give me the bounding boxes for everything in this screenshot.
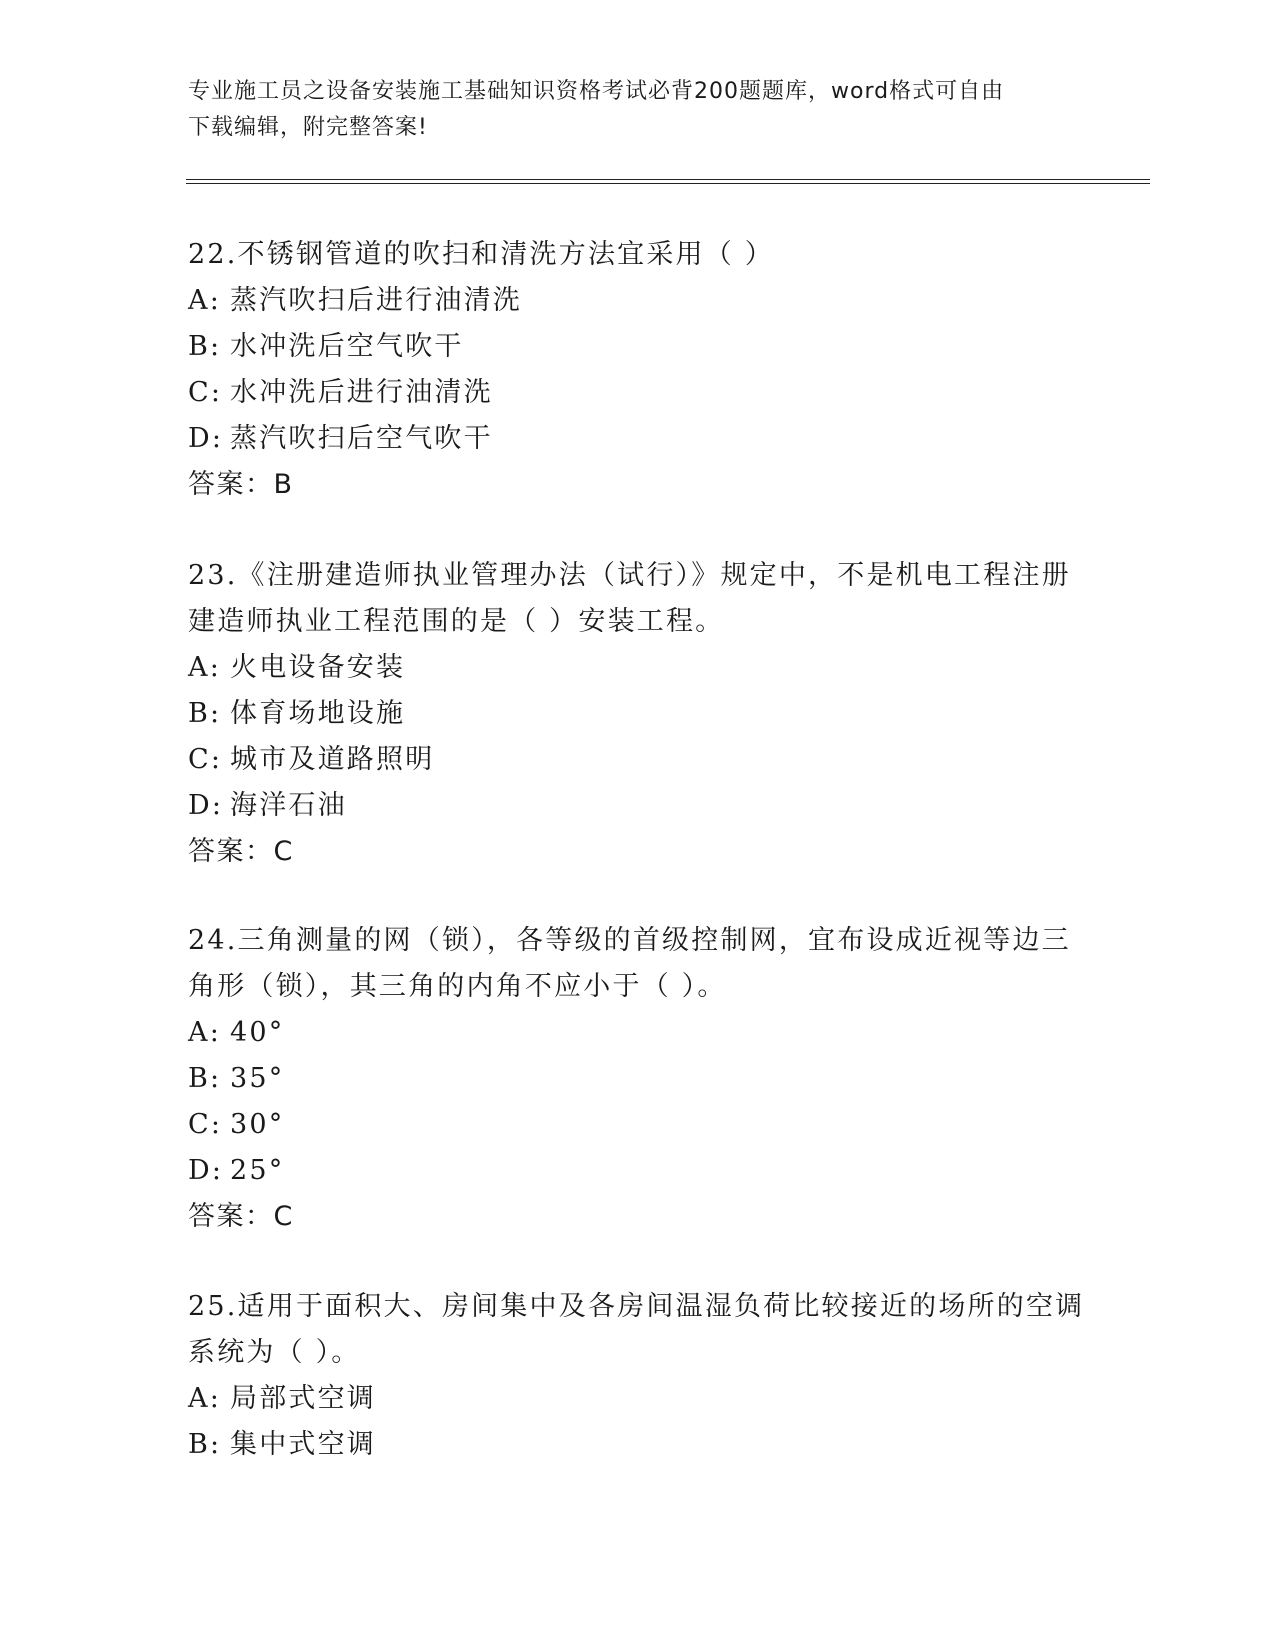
option-key: A: (188, 1017, 221, 1048)
option-key: A: (188, 1383, 221, 1414)
header-line-1: 专业施工员之设备安装施工基础知识资格考试必背200题题库，word格式可自由 (188, 79, 1005, 104)
option-text: 体育场地设施 (230, 698, 406, 729)
option-key: B: (188, 331, 222, 362)
option-a (188, 1010, 1088, 1056)
option-key: D: (188, 1155, 224, 1186)
question-stem-line-2: 建造师执业工程范围的是（ ）安装工程。 (188, 606, 725, 637)
option-text: 25° (230, 1155, 285, 1186)
option-c (188, 1102, 1088, 1148)
question-stem-line-1: 23.《注册建造师执业管理办法（试行）》规定中，不是机电工程注册 (188, 560, 1071, 591)
answer-line: 答案：C (188, 836, 294, 867)
question-22 (188, 232, 1088, 508)
option-text: 40° (230, 1017, 285, 1048)
option-text: 水冲洗后空气吹干 (230, 331, 464, 362)
answer-line: 答案：B (188, 469, 294, 500)
option-d (188, 783, 1088, 829)
option-b (188, 1422, 1088, 1468)
option-b (188, 324, 1088, 370)
option-text: 海洋石油 (230, 790, 347, 821)
question-stem: 22.不锈钢管道的吹扫和清洗方法宜采用（ ） (188, 239, 774, 270)
option-a (188, 645, 1088, 691)
option-key: B: (188, 698, 222, 729)
option-c (188, 737, 1088, 783)
option-b (188, 691, 1088, 737)
option-d (188, 416, 1088, 462)
question-24 (188, 918, 1088, 1240)
option-text: 蒸汽吹扫后进行油清洗 (230, 285, 522, 316)
option-key: C: (188, 377, 223, 408)
option-key: A: (188, 652, 221, 683)
option-key: B: (188, 1429, 222, 1460)
option-text: 30° (230, 1109, 285, 1140)
option-key: B: (188, 1063, 222, 1094)
option-key: D: (188, 423, 224, 454)
option-a (188, 278, 1088, 324)
option-a (188, 1376, 1088, 1422)
option-text: 35° (230, 1063, 285, 1094)
question-stem-line-2: 角形（锁），其三角的内角不应小于（ ）。 (188, 971, 727, 1002)
option-text: 火电设备安装 (230, 652, 406, 683)
question-23 (188, 553, 1088, 875)
option-b (188, 1056, 1088, 1102)
question-stem-line-1: 25.适用于面积大、房间集中及各房间温湿负荷比较接近的场所的空调 (188, 1291, 1085, 1322)
header-divider-top (186, 179, 1150, 180)
option-d (188, 1148, 1088, 1194)
option-text: 水冲洗后进行油清洗 (230, 377, 493, 408)
option-key: A: (188, 285, 221, 316)
option-key: C: (188, 744, 223, 775)
option-text: 局部式空调 (230, 1383, 376, 1414)
answer-line: 答案：C (188, 1201, 294, 1232)
option-key: D: (188, 790, 224, 821)
option-text: 蒸汽吹扫后空气吹干 (230, 423, 493, 454)
option-key: C: (188, 1109, 223, 1140)
question-stem-line-1: 24.三角测量的网（锁），各等级的首级控制网，宜布设成近视等边三 (188, 925, 1071, 956)
option-text: 集中式空调 (230, 1429, 376, 1460)
option-text: 城市及道路照明 (230, 744, 435, 775)
document-header (188, 74, 1068, 146)
header-divider-bottom (186, 183, 1150, 184)
question-stem-line-2: 系统为（ ）。 (188, 1337, 361, 1368)
option-c (188, 370, 1088, 416)
header-line-2: 下载编辑，附完整答案! (188, 115, 428, 140)
question-25 (188, 1284, 1088, 1468)
